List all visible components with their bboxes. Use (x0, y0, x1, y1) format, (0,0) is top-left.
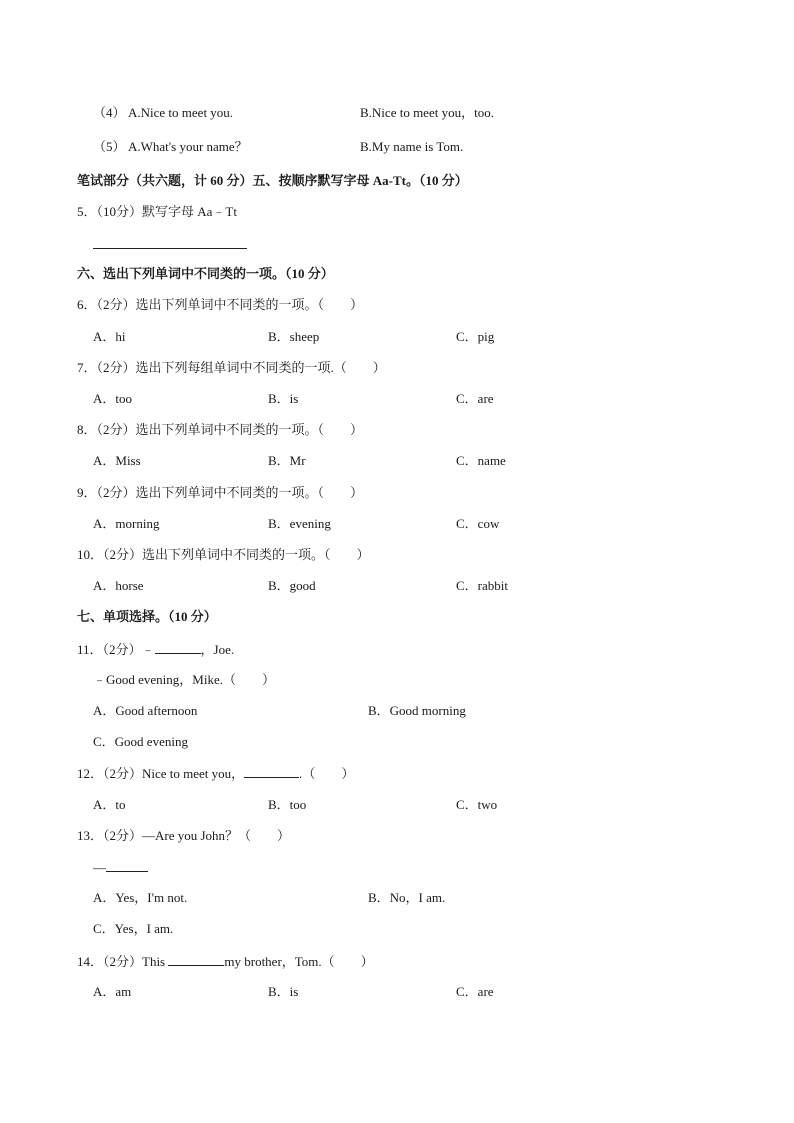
question-13-option-c: C．Yes，I am. (93, 921, 174, 936)
item-5-number: （5） (93, 139, 126, 154)
question-11-option-c: C．Good evening (93, 734, 188, 749)
question-13-option-a: A．Yes，I'm not. (93, 890, 188, 905)
question-12-suffix: .（ ） (299, 766, 355, 781)
question-8-option-c: C．name (456, 453, 506, 468)
question-7-stem: 7．（2分）选出下列每组单词中不同类的一项.（ ） (77, 360, 386, 375)
item-5-option-a: A.What's your name？ (128, 139, 248, 154)
question-12-prefix: 12．（2分）Nice to meet you， (77, 766, 245, 781)
section-6-heading: 六、选出下列单词中不同类的一项。（10 分） (77, 266, 334, 281)
question-11-prefix: 11．（2分）﹣ (77, 642, 155, 657)
question-11-option-b: B．Good morning (368, 703, 466, 718)
question-11-stem (77, 641, 234, 658)
question-10-option-c: C．rabbit (456, 578, 508, 593)
question-11-line2: ﹣Good evening，Mike.（ ） (93, 672, 275, 687)
question-12-stem (77, 765, 354, 782)
question-13-answer-line (93, 859, 148, 876)
question-8-option-a: A．Miss (93, 453, 141, 468)
question-6-option-a: A．hi (93, 329, 126, 344)
item-4-option-b: B.Nice to meet you，too. (360, 105, 494, 120)
question-12-option-a: A．to (93, 797, 126, 812)
item-4-option-a: A.Nice to meet you. (128, 105, 234, 120)
question-5: 5．（10分）默写字母 Aa﹣Tt (77, 204, 237, 219)
question-14-blank (168, 953, 224, 966)
question-11-option-a: A．Good afternoon (93, 703, 198, 718)
question-7-option-a: A．too (93, 391, 133, 406)
question-8-stem: 8．（2分）选出下列单词中不同类的一项。（ ） (77, 422, 364, 437)
question-10-option-a: A．horse (93, 578, 144, 593)
question-13-option-b: B．No，I am. (368, 890, 446, 905)
question-10-option-b: B．good (268, 578, 316, 593)
question-13-dash: — (93, 860, 106, 875)
question-14-suffix: my brother，Tom.（ ） (224, 954, 374, 969)
question-14-option-b: B．is (268, 984, 299, 999)
question-13-stem: 13．（2分）—Are you John？（ ） (77, 828, 291, 843)
question-11-blank (155, 641, 201, 654)
question-14-stem (77, 953, 374, 970)
question-11-suffix: ，Joe. (200, 642, 235, 657)
question-9-option-a: A．morning (93, 516, 160, 531)
question-6-option-c: C．pig (456, 329, 495, 344)
question-7-option-c: C．are (456, 391, 494, 406)
question-6-option-b: B．sheep (268, 329, 320, 344)
question-8-option-b: B．Mr (268, 453, 306, 468)
question-6-stem: 6．（2分）选出下列单词中不同类的一项。（ ） (77, 297, 364, 312)
item-5-option-b: B.My name is Tom. (360, 139, 464, 154)
question-14-option-c: C．are (456, 984, 494, 999)
written-section-heading: 笔试部分（共六题，计 60 分）五、按顺序默写字母 Aa-Tt。（10 分） (77, 173, 468, 188)
question-9-stem: 9．（2分）选出下列单词中不同类的一项。（ ） (77, 485, 364, 500)
question-14-prefix: 14．（2分）This (77, 954, 169, 969)
question-9-option-b: B．evening (268, 516, 331, 531)
question-12-option-c: C．two (456, 797, 498, 812)
question-14-option-a: A．am (93, 984, 132, 999)
question-12-option-b: B．too (268, 797, 307, 812)
question-9-option-c: C．cow (456, 516, 500, 531)
question-10-stem: 10．（2分）选出下列单词中不同类的一项。（ ） (77, 547, 370, 562)
question-12-blank (244, 765, 299, 778)
question-7-option-b: B．is (268, 391, 299, 406)
question-5-answer-line (93, 233, 247, 249)
item-4-number: （4） (93, 105, 126, 120)
section-7-heading: 七、单项选择。（10 分） (77, 609, 217, 624)
question-13-blank (106, 859, 148, 872)
